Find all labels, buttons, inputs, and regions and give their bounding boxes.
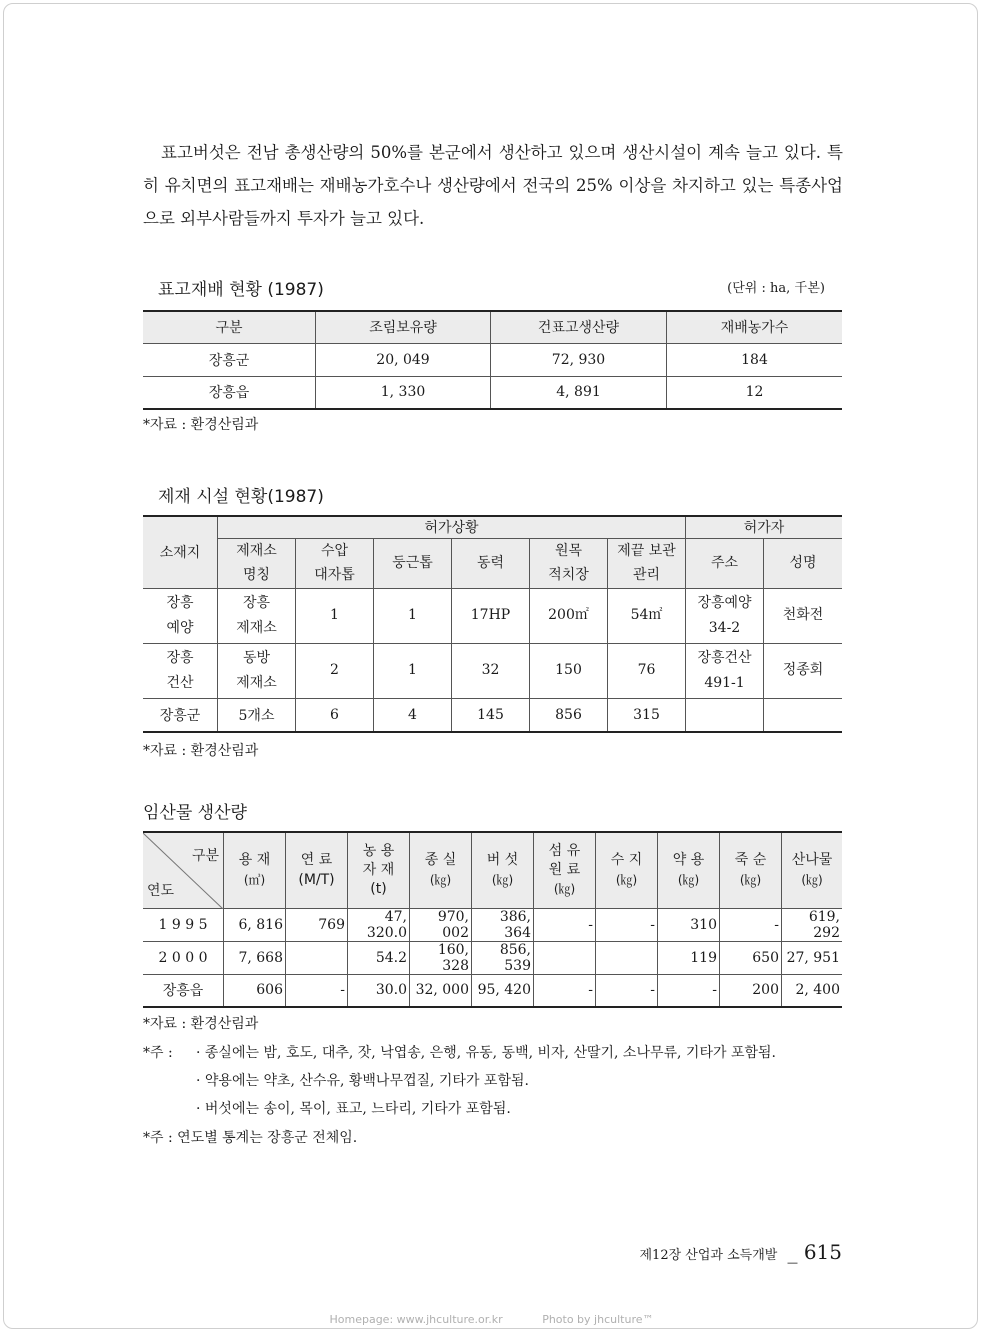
page-footer [639,1240,842,1264]
cell: - [720,908,782,941]
watermark-homepage: Homepage: www.jhculture.or.kr [329,1313,503,1326]
year-cell: 1 9 9 5 [143,908,224,941]
cell: 2 [296,643,374,698]
cell: 856, 539 [472,941,534,974]
cell: - [658,974,720,1007]
col-header: 산나물 (㎏) [782,832,843,908]
corner-bottom-label: 연도 [147,882,175,899]
cell: 4 [374,698,452,732]
col-header: 조림보유량 [316,311,491,343]
cell: 200 [720,974,782,1007]
table-row [143,698,842,732]
cell: 47, 320.0 [348,908,410,941]
cell: 장흥예양 34-2 [686,588,764,643]
corner-header [143,832,224,908]
table-row [143,643,842,698]
col-header: 제끝 보관 관리 [608,538,686,588]
cell: 장흥 제재소 [218,588,296,643]
cell [686,698,764,732]
cell: 95, 420 [472,974,534,1007]
cell: 184 [667,343,843,376]
cell: 1 [374,588,452,643]
cell [534,941,596,974]
col-header: 주소 [686,538,764,588]
cell: 32 [452,643,530,698]
col-header: 농 용 자 재 (t) [348,832,410,908]
note-line: · 약용에는 약초, 산수유, 황백나무껍질, 기타가 포함됨. [196,1073,529,1089]
table-row [143,941,842,974]
cell: 145 [452,698,530,732]
col-header: 건표고생산량 [491,311,667,343]
cell: 54㎡ [608,588,686,643]
forest-products-table [143,831,842,1008]
sawmill-table [143,515,842,733]
note-label: *주 : [143,1045,173,1061]
cell: 315 [608,698,686,732]
cell: 30.0 [348,974,410,1007]
cell: 856 [530,698,608,732]
watermark [0,1313,983,1326]
mushroom-cultivation-table [143,310,842,410]
col-header: 동력 [452,538,530,588]
table-row [143,376,842,409]
col-header: 둥근톱 [374,538,452,588]
col-header: 수 지 (㎏) [596,832,658,908]
cell: 606 [224,974,286,1007]
cell: 정종회 [764,643,843,698]
year-cell: 장흥읍 [143,974,224,1007]
table2-source: *자료 : 환경산림과 [143,743,259,759]
col-header: 용 재 (㎥) [224,832,286,908]
cell: 54.2 [348,941,410,974]
cell: - [596,908,658,941]
cell: 2, 400 [782,974,843,1007]
cell: 27, 951 [782,941,843,974]
col-header: 소재지 [143,516,218,588]
table1-unit: (단위 : ha, 千본) [727,281,825,296]
table1-title: 표고재배 현황 (1987) [158,280,324,300]
col-header: 성명 [764,538,843,588]
cell: 650 [720,941,782,974]
table1-source: *자료 : 환경산림과 [143,417,259,433]
cell: 장흥 건산 [143,643,218,698]
chapter-label: 제12장 산업과 소득개발 [639,1248,778,1263]
group-header: 허가상황 [218,516,686,538]
cell: - [286,974,348,1007]
cell: 32, 000 [410,974,472,1007]
cell: 12 [667,376,843,409]
cell: 6 [296,698,374,732]
intro-paragraph: 표고버섯은 전남 총생산량의 50%를 본군에서 생산하고 있으며 생산시설이 계속 늘고 있다. 특히 유치면의 표고재배는 재배농가호수나 생산량에서 전국의 25% 이상을 차지하고 있는 특종사업으로 외부사람들까지 투자가 늘고 있다. [143,143,843,228]
cell: 7, 668 [224,941,286,974]
cell: 310 [658,908,720,941]
cell: 장흥군 [143,343,316,376]
cell [286,941,348,974]
year-cell: 2 0 0 0 [143,941,224,974]
cell: 4, 891 [491,376,667,409]
table-row [143,908,842,941]
cell: 160, 328 [410,941,472,974]
cell: 1 [296,588,374,643]
cell: 150 [530,643,608,698]
cell: 119 [658,941,720,974]
cell: - [534,974,596,1007]
col-header: 섬 유 원 료 (㎏) [534,832,596,908]
table-row [143,343,842,376]
note-total: *주 : 연도별 통계는 장흥군 전체임. [143,1130,358,1146]
col-header: 죽 순 (㎏) [720,832,782,908]
col-header: 재배농가수 [667,311,843,343]
col-header: 버 섯 (㎏) [472,832,534,908]
cell: 1, 330 [316,376,491,409]
table-row [143,974,842,1007]
col-header: 원목 적치장 [530,538,608,588]
corner-top-label: 구분 [191,848,219,864]
cell: 769 [286,908,348,941]
col-header: 제재소 명칭 [218,538,296,588]
cell [764,698,843,732]
cell: 동방 제재소 [218,643,296,698]
table3-title: 임산물 생산량 [143,803,247,823]
table-row [143,588,842,643]
cell: 천화전 [764,588,843,643]
cell: 17HP [452,588,530,643]
col-header: 구분 [143,311,316,343]
table3-source: *자료 : 환경산림과 [143,1016,259,1032]
cell: 76 [608,643,686,698]
cell: - [534,908,596,941]
page-number: _ 615 [787,1240,842,1264]
cell: 장흥건산 491-1 [686,643,764,698]
cell: 72, 930 [491,343,667,376]
cell: 장흥 예양 [143,588,218,643]
cell: 장흥읍 [143,376,316,409]
cell: - [596,974,658,1007]
cell: 5개소 [218,698,296,732]
cell: 970, 002 [410,908,472,941]
col-header: 약 용 (㎏) [658,832,720,908]
cell: 장흥군 [143,698,218,732]
cell: 200㎡ [530,588,608,643]
table2-title: 제재 시설 현황(1987) [158,487,324,507]
cell: 6, 816 [224,908,286,941]
group-header: 허가자 [686,516,843,538]
watermark-photo: Photo by jhculture™ [542,1313,654,1326]
col-header: 수압 대자톱 [296,538,374,588]
cell: 20, 049 [316,343,491,376]
cell: 386, 364 [472,908,534,941]
cell: 619, 292 [782,908,843,941]
cell [596,941,658,974]
col-header: 연 료 (M/T) [286,832,348,908]
note-line: · 종실에는 밤, 호도, 대추, 잣, 낙엽송, 은행, 유동, 동백, 비자, 산딸기, 소나무류, 기타가 포함됨. [196,1045,776,1061]
col-header: 종 실 (㎏) [410,832,472,908]
cell: 1 [374,643,452,698]
note-line: · 버섯에는 송이, 목이, 표고, 느타리, 기타가 포함됨. [196,1101,511,1117]
